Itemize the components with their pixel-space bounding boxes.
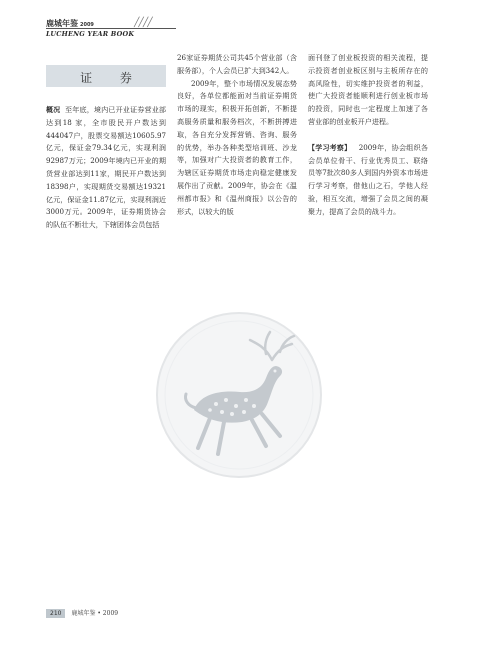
section-title: 证 券 [80, 71, 144, 85]
text-column-2 [177, 52, 297, 218]
paragraph-text: 26家证券期货公司共45个营业部（含服务部），个人会员已扩大到342人。 [177, 53, 297, 75]
paragraph-text: 面刊登了创业板投资的相关流程，提示投资者创业板区别与主板所存在的高风险性，切实维护投资者的利益，使广大投资者能顺利进行创业板市场的投资，同时也一定程度上加速了各营业部的创业板开户进程。 [308, 53, 428, 126]
page-number: 210 [46, 609, 65, 618]
page-header [46, 18, 186, 42]
section-title-box [46, 65, 166, 87]
paragraph-text: 至年底，境内已开业证券营业部达到18 家，全市股民开户数达到444047户，股票交易额达10605.97亿元，保证金79.34亿元，实现利润92987万元；2009年境内已开业的期货营业部达到11家，期民开户数达到18398户，实现期货交易额达19321亿元，保证金11.87亿元，实现利润近3000万元。2009年，证券期货协会的队伍不断壮大，下辖团体会员包括 [46, 105, 167, 230]
paragraph-overview [46, 104, 166, 232]
text-column-1 [46, 104, 166, 232]
paragraph-lead: 概况 [46, 106, 61, 114]
header-title-en: LUCHENG YEAR BOOK [46, 30, 135, 38]
header-rule [46, 28, 176, 29]
header-decoration-icon: ╱╱╱╱ [134, 18, 152, 28]
paragraph-text: 2009年，协会组织各会员单位骨干、行业优秀员工、联络员等7批次80多人到国内外资本市场进行学习考察，借他山之石，学他人经验，相互交流，增强了会员之间的凝聚力，提高了会员的战斗力。 [308, 142, 429, 216]
deer-emblem-icon [154, 310, 324, 480]
header-year: 2009 [80, 22, 94, 28]
paragraph-spacer [308, 129, 428, 142]
paragraph-lead: 【学习考察】 [308, 143, 352, 152]
header-title-cn: 鹿城年鉴 [46, 18, 78, 28]
text-column-3 [308, 52, 428, 219]
paragraph-study [308, 142, 428, 219]
page-footer [46, 608, 246, 618]
paragraph-text: 2009年，整个市场情况发展态势良好，各单位都能面对当前证券期货市场的现实，积极开拓创新，不断提高服务质量和服务档次，不断拼搏进取，各自充分发挥营销、咨询、服务的优势，举办各种类型培训班、沙龙等，加强对广大投资者的教育工作，为辖区证券期货市场走向稳定健康发展作出了贡献。2009年，协会在《温州都市报》和《温州商报》以公告的形式，以较大的版 [177, 78, 297, 216]
footer-text: 鹿城年鉴 • 2009 [71, 610, 119, 617]
